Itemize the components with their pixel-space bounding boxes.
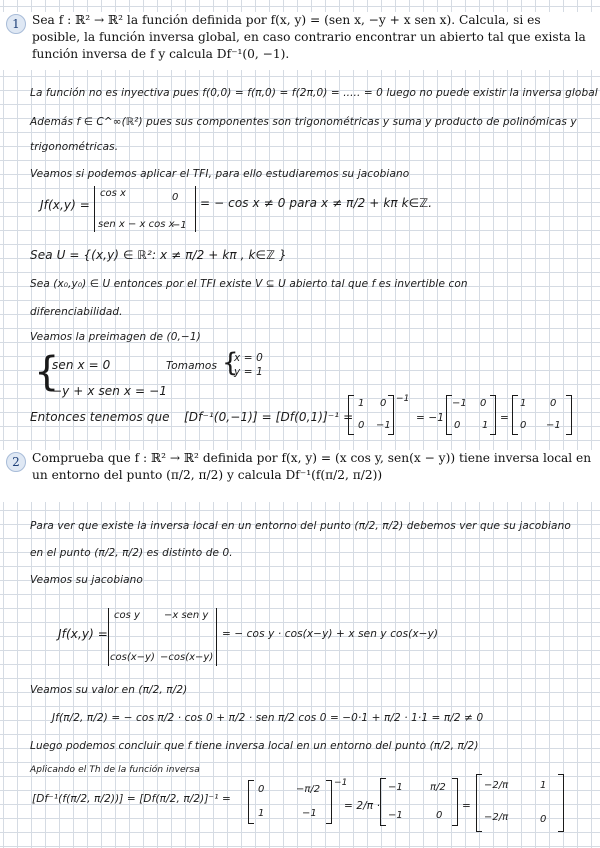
sol1-take-x: x = 0 — [234, 352, 263, 364]
sol1-jacobian-label: Jf(x,y) = — [40, 198, 90, 212]
sol2-jac-m21: cos(x−y) — [110, 652, 155, 663]
sol2-m1-a: 0 — [258, 784, 265, 795]
sol2-m3-d: 0 — [540, 814, 547, 825]
sol2-line-2: en el punto (π/2, π/2) es distinto de 0. — [30, 547, 233, 559]
sol2-jacobian-left-bar — [108, 608, 109, 666]
sol2-jac-m12: −x sen y — [164, 610, 209, 621]
sol1-m3-d: −1 — [546, 420, 561, 431]
problem-number-badge: 2 — [6, 452, 26, 472]
sol1-take-brace: { — [222, 348, 239, 378]
sol2-m2-b: π/2 — [430, 782, 446, 793]
sol1-system-brace: { — [34, 349, 60, 395]
sol1-take-y: y = 1 — [234, 366, 263, 378]
sol2-line-1: Para ver que existe la inversa local en un entorno del punto (π/2, π/2) debemos ver que su jacobiano — [30, 520, 571, 532]
sol2-value-line: Veamos su valor en (π/2, π/2) — [30, 684, 188, 696]
sol1-set-definition: Sea U = {(x,y) ∈ ℝ²: x ≠ π/2 + kπ , k∈ℤ } — [30, 248, 287, 262]
problem-2-header — [0, 450, 600, 502]
sol1-jac-m22: −1 — [172, 220, 187, 231]
sol2-conclusion: Luego podemos concluir que f tiene inversa local en un entorno del punto (π/2, π/2) — [30, 740, 479, 752]
sol2-m3-a: −2/π — [484, 780, 509, 791]
sol2-value-expr: Jf(π/2, π/2) = − cos π/2 · cos 0 + π/2 · sen π/2 cos 0 = −0·1 + π/2 · 1·1 = π/2 ≠ 0 — [52, 712, 484, 724]
sol1-m2-b: 0 — [480, 398, 487, 409]
sol1-m3-a: 1 — [520, 398, 527, 409]
sol1-take-label: Tomamos — [166, 360, 218, 372]
sol1-m1-d: −1 — [376, 420, 391, 431]
sol2-theorem-line: Aplicando el Th de la función inversa — [30, 765, 200, 775]
sol1-jac-m12: 0 — [172, 192, 179, 203]
sol2-m1-b: −π/2 — [296, 784, 321, 795]
sol1-tfi-line-1: Sea (x₀,y₀) ∈ U entonces por el TFI existe V ⊆ U abierto tal que f es invertible con — [30, 278, 468, 290]
problem-2-statement: Comprueba que f : ℝ² → ℝ² definida por f(x, y) = (x cos y, sen(x − y)) tiene inversa local en un entorno del punto (π/2, π/2) y calcula Df⁻¹(f(π/2, π/2)) — [32, 451, 592, 482]
sol2-m3-c: −2/π — [484, 812, 509, 823]
sol1-jac-m11: cos x — [100, 188, 126, 199]
sol2-m2-c: −1 — [388, 810, 403, 821]
sol2-line-3: Veamos su jacobiano — [30, 574, 143, 586]
sol2-scalar: = 2/π · — [344, 800, 381, 812]
problem-1-header — [0, 12, 600, 70]
sol2-final-expr: [Df⁻¹(f(π/2, π/2))] = [Df(π/2, π/2)]⁻¹ = — [32, 793, 231, 805]
sol1-m2-a: −1 — [452, 398, 467, 409]
sol1-final-label: Entonces tenemos que — [30, 410, 170, 424]
sol1-final-expr: [Df⁻¹(0,−1)] = [Df(0,1)]⁻¹ = — [184, 410, 354, 424]
sol2-jacobian-label: Jf(x,y) = — [58, 627, 108, 641]
problem-number-badge: 1 — [6, 14, 26, 34]
problem-1-statement: Sea f : ℝ² → ℝ² la función definida por f(x, y) = (sen x, −y + x sen x). Calcula, si es posible, la función inversa global, en caso contrario encontrar un abierto tal que exista la función inversa de f y calcula Df⁻¹(0, −1). — [32, 13, 586, 61]
sol2-m1-d: −1 — [302, 808, 317, 819]
sol1-tfi-line-2: diferenciabilidad. — [30, 306, 123, 318]
sol1-m3-c: 0 — [520, 420, 527, 431]
sol1-line-2: Además f ∈ C^∞(ℝ²) pues sus componentes son trigonométricas y suma y producto de polinómicas y — [30, 116, 577, 128]
sol1-m3-b: 0 — [550, 398, 557, 409]
sol1-jacobian-right-bar — [195, 186, 196, 232]
sol1-line-1: La función no es inyectiva pues f(0,0) = f(π,0) = f(2π,0) = ..... = 0 luego no puede existir la inversa global — [30, 87, 598, 99]
sol1-system-eq2: −y + x sen x = −1 — [52, 384, 167, 398]
sol1-line-4: Veamos si podemos aplicar el TFI, para ello estudiaremos su jacobiano — [30, 168, 410, 180]
sol1-preimage-line: Veamos la preimagen de (0,−1) — [30, 331, 201, 343]
sol1-m2-d: 1 — [482, 420, 489, 431]
sol2-jacobian-result: = − cos y · cos(x−y) + x sen y cos(x−y) — [222, 628, 439, 640]
sol2-jac-m22: −cos(x−y) — [160, 652, 214, 663]
sol1-line-3: trigonométricas. — [30, 141, 119, 153]
sol1-eq-2: = — [500, 412, 509, 424]
sol1-jac-m21: sen x − x cos x — [98, 219, 175, 230]
sol2-eq-2: = — [462, 800, 471, 812]
sol1-jacobian-left-bar — [94, 186, 95, 232]
sol1-system-eq1: sen x = 0 — [52, 358, 111, 372]
sol1-m1-exponent: −1 — [396, 394, 410, 404]
sol1-m1-a: 1 — [358, 398, 365, 409]
sol1-eq-scalar: = −1 — [416, 412, 445, 424]
sol1-m1-b: 0 — [380, 398, 387, 409]
sol1-m2-c: 0 — [454, 420, 461, 431]
sol2-jac-m11: cos y — [114, 610, 140, 621]
sol2-m2-a: −1 — [388, 782, 403, 793]
sol2-jacobian-right-bar — [216, 608, 217, 666]
sol2-m3-b: 1 — [540, 780, 547, 791]
sol1-jacobian-result: = − cos x ≠ 0 para x ≠ π/2 + kπ k∈ℤ. — [200, 196, 433, 210]
sol2-m2-d: 0 — [436, 810, 443, 821]
sol2-m1-c: 1 — [258, 808, 265, 819]
sol1-m1-c: 0 — [358, 420, 365, 431]
sol2-m1-exponent: −1 — [334, 778, 348, 788]
